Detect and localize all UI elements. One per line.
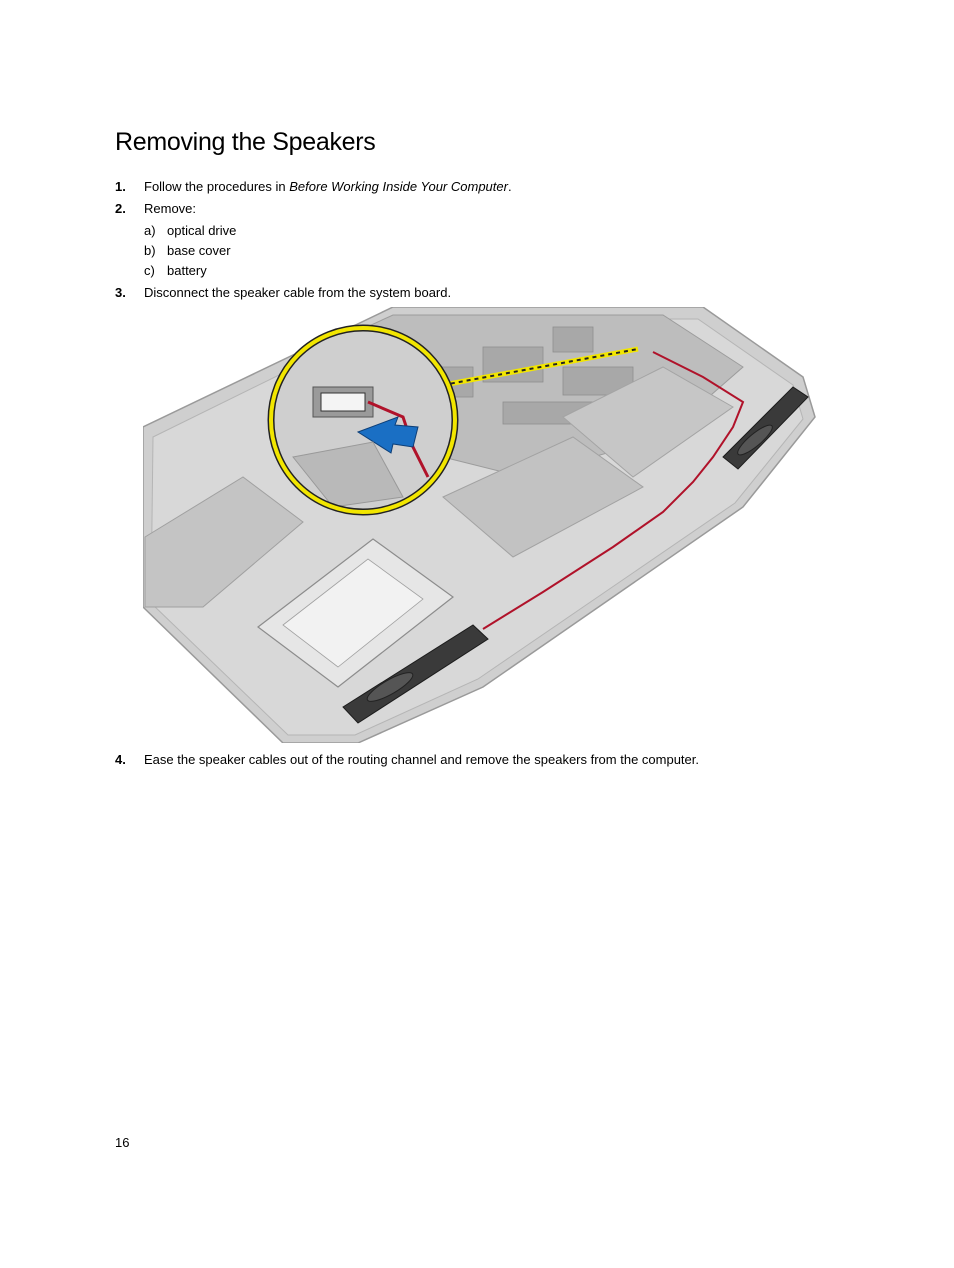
step-text: Ease the speaker cables out of the routing channel and remove the speakers from the computer. — [144, 752, 699, 767]
sub-item-text: battery — [167, 263, 207, 278]
step-text: Remove: — [144, 201, 197, 216]
step-text — [144, 179, 512, 195]
sub-item-letter: b) — [144, 243, 156, 258]
step-number: 3. — [115, 285, 126, 300]
speaker-removal-illustration — [143, 307, 823, 743]
page-number: 16 — [115, 1135, 130, 1150]
step-number: 2. — [115, 201, 126, 216]
page-title: Removing the Speakers — [115, 128, 376, 156]
document-reference: Before Working Inside Your Computer — [289, 179, 508, 194]
sub-item-letter: c) — [144, 263, 155, 278]
step-number: 4. — [115, 752, 126, 767]
step-number: 1. — [115, 179, 126, 194]
step-text-part: Follow the procedures in — [144, 179, 290, 194]
sub-item-text: base cover — [167, 243, 231, 258]
sub-item-b — [144, 243, 231, 259]
sub-item-c — [144, 263, 207, 279]
step-text-part: . — [507, 179, 512, 194]
step-text: Disconnect the speaker cable from the system board. — [144, 285, 452, 300]
sub-item-a — [144, 223, 236, 239]
connector-port — [321, 393, 365, 411]
sub-item-letter: a) — [144, 223, 156, 238]
board-chip — [553, 327, 593, 352]
sub-item-text: optical drive — [167, 223, 237, 238]
